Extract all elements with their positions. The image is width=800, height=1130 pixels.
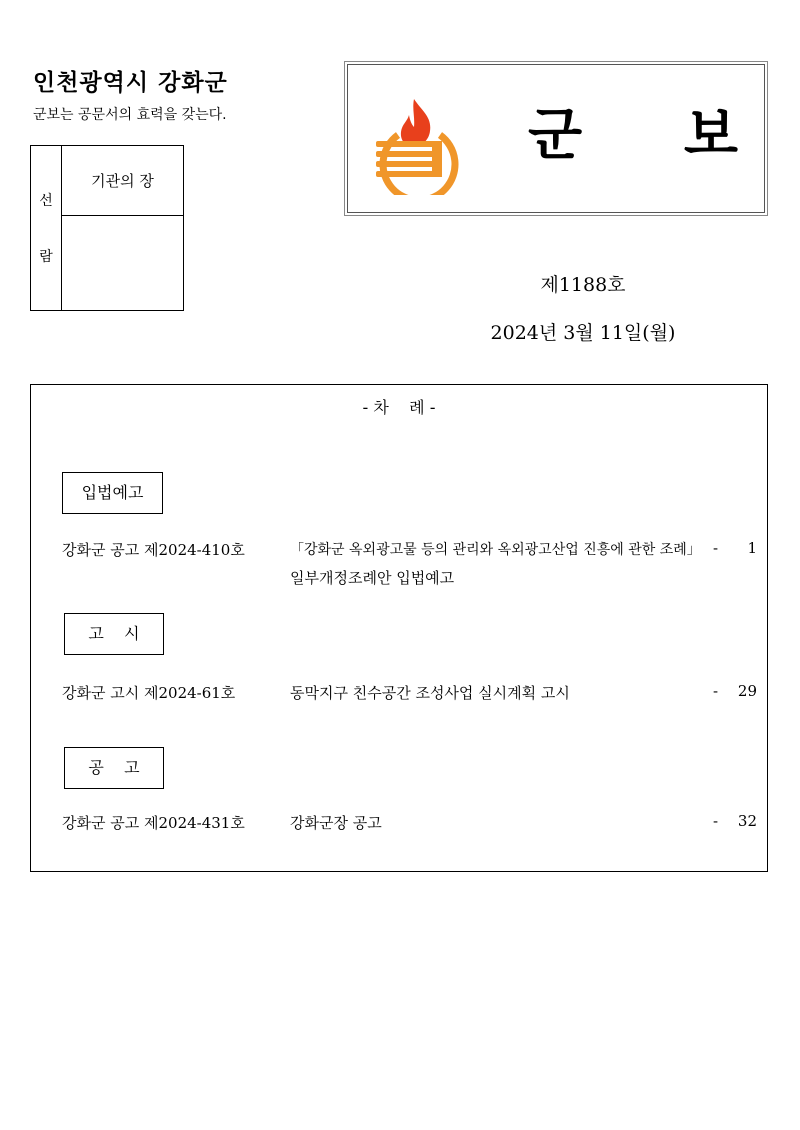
review-head-label: 기관의 장 [91, 172, 154, 190]
entry-ref: 강화군 공고 제2024-431호 [62, 814, 245, 832]
section-label-announcement: 공 고 [64, 747, 164, 789]
table-of-contents [30, 384, 768, 872]
section-label-legislation: 입법예고 [62, 472, 163, 514]
review-box [30, 145, 184, 311]
entry-page: 29 [737, 682, 757, 700]
review-side-char: 람 [39, 249, 53, 265]
entry-page: 32 [737, 812, 757, 830]
entry-title: 「강화군 옥외광고물 등의 관리와 옥외광고산업 진흥에 관한 조례」 [290, 542, 701, 558]
emblem-stripe [376, 161, 434, 167]
review-side-char: 선 [39, 193, 53, 209]
emblem-stripe [376, 171, 434, 177]
entry-title: 강화군장 공고 [290, 814, 382, 832]
county-emblem-icon [374, 95, 460, 195]
entry-dash: - [713, 812, 719, 830]
entry-ref: 강화군 공고 제2024-410호 [62, 541, 245, 559]
bulletin-title-char: 보 [683, 103, 738, 168]
emblem-stripe-cap [432, 141, 442, 177]
emblem-stripe [376, 151, 434, 157]
entry-title: 동막지구 친수공간 조성사업 실시계획 고시 [290, 684, 570, 702]
entry-page: 1 [747, 539, 757, 557]
issue-date: 2024년 3월 11일(월) [490, 322, 676, 344]
review-side-column [31, 146, 62, 310]
bulletin-title-char: 군 [528, 103, 583, 168]
bulletin-title [528, 101, 738, 171]
section-label-notification: 고 시 [64, 613, 164, 655]
toc-title: - 차 례 - [362, 398, 436, 417]
entry-ref: 강화군 고시 제2024-61호 [62, 684, 236, 702]
emblem-flame [401, 99, 430, 147]
entry-title-continued: 일부개정조례안 입법예고 [290, 569, 455, 587]
issue-number: 제1188호 [540, 274, 626, 296]
masthead-inner-frame [347, 64, 765, 213]
review-head-cell [62, 146, 183, 216]
masthead [344, 61, 768, 216]
entry-dash: - [713, 539, 719, 557]
issuer-name: 인천광역시 강화군 [33, 70, 228, 96]
legal-notice: 군보는 공문서의 효력을 갖는다. [33, 107, 227, 123]
emblem-stripe [376, 141, 434, 147]
entry-dash: - [713, 682, 719, 700]
